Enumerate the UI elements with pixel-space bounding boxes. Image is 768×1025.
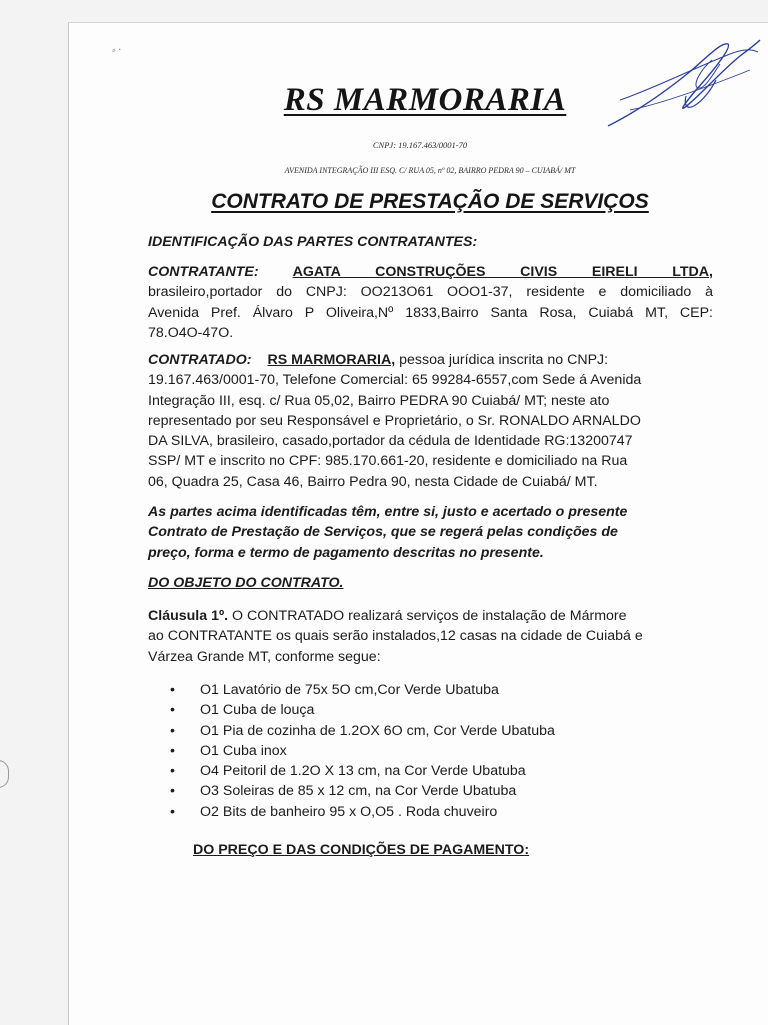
clausula-first-line: Cláusula 1º. O CONTRATADO realizará serviços de instalação de Mármore [148,608,627,624]
hole-punch-mark [0,760,9,788]
header-address: AVENIDA INTEGRAÇÃO III ESQ. C/ RUA 05, nº 02, BAIRRO PEDRA 90 – CUIABÁ/ MT [284,166,576,175]
company-logo: RS MARMORARIA [283,82,567,118]
contratado-line: representado por seu Responsável e Proprietário, o Sr. RONALDO ARNALDO [148,412,641,429]
contratado-paragraph [148,350,713,492]
list-item: • O1 Cuba de louça [170,700,555,720]
contratante-label: CONTRATANTE: [148,264,259,280]
agreement-paragraph [148,502,713,563]
contratante-line: 78.O4O-47O. [148,324,234,341]
contratante-line: brasileiro,portador do CNPJ: OO213O61 OOO1-37, residente e domiciliado à [148,284,713,301]
clausula-paragraph [148,606,713,667]
contratado-line: 19.167.463/0001-70, Telefone Comercial: 65 99284-6557,com Sede á Avenida [148,372,642,389]
clausula-label: Cláusula 1º. [148,608,229,624]
list-item: • O2 Bits de banheiro 95 x O,O5 . Roda chuveiro [170,802,555,822]
list-item: • O3 Soleiras de 85 x 12 cm, na Cor Verde Ubatuba [170,781,555,801]
clausula-line: Várzea Grande MT, conforme segue: [148,648,381,665]
contratado-line: SSP/ MT e inscrito no CPF: 985.170.661-20, residente e domiciliado na Rua [148,453,628,470]
clausula-line: ao CONTRATANTE os quais serão instalados,12 casas na cidade de Cuiabá e [148,628,643,645]
agreement-line: As partes acima identificadas têm, entre si, justo e acertado o presente [148,504,628,520]
list-item: • O1 Pia de cozinha de 1.2OX 6O cm, Cor Verde Ubatuba [170,721,555,741]
agreement-line: preço, forma e termo de pagamento descritas no presente. [148,544,544,561]
contract-title: CONTRATO DE PRESTAÇÃO DE SERVIÇOS [211,190,649,213]
contratado-line: DA SILVA, brasileiro, casado,portador da cédula de Identidade RG:13200747 [148,433,633,450]
contratante-line: Avenida Pref. Álvaro P Oliveira,Nº 1833,Bairro Santa Rosa, Cuiabá MT, CEP: [148,304,713,321]
scan-artifact: ⸗ ∙ [112,44,122,56]
list-item: • O1 Cuba inox [170,741,555,761]
contratado-line: 06, Quadra 25, Casa 46, Bairro Pedra 90, nesta Cidade de Cuiabá/ MT. [148,473,598,490]
contratado-name: RS MARMORARIA, [267,352,396,368]
contratado-line: Integração III, esq. c/ Rua 05,02, Bairro PEDRA 90 Cuiabá/ MT; neste ato [148,392,610,409]
header-cnpj: CNPJ: 19.167.463/0001-70 [372,140,468,150]
list-item: • O4 Peitoril de 1.2O X 13 cm, na Cor Verde Ubatuba [170,761,555,781]
contratante-paragraph [148,262,713,343]
contratado-label: CONTRATADO: [148,352,252,368]
contratado-first-line: CONTRATADO: RS MARMORARIA, pessoa jurídica inscrita no CNPJ: [148,352,609,368]
payment-heading: DO PREÇO E DAS CONDIÇÕES DE PAGAMENTO: [193,842,530,858]
list-item: • O1 Lavatório de 75x 5O cm,Cor Verde Ubatuba [170,680,555,700]
agreement-line: Contrato de Prestação de Serviços, que se regerá pelas condições de [148,524,618,541]
contratante-name: AGATA CONSTRUÇÕES CIVIS EIRELI LTDA, [292,264,713,280]
identification-heading: IDENTIFICAÇÃO DAS PARTES CONTRATANTES: [148,234,478,250]
handwritten-signature [600,30,768,138]
object-heading: DO OBJETO DO CONTRATO. [148,575,344,591]
contratante-first-line [148,262,713,282]
items-list [170,680,555,822]
